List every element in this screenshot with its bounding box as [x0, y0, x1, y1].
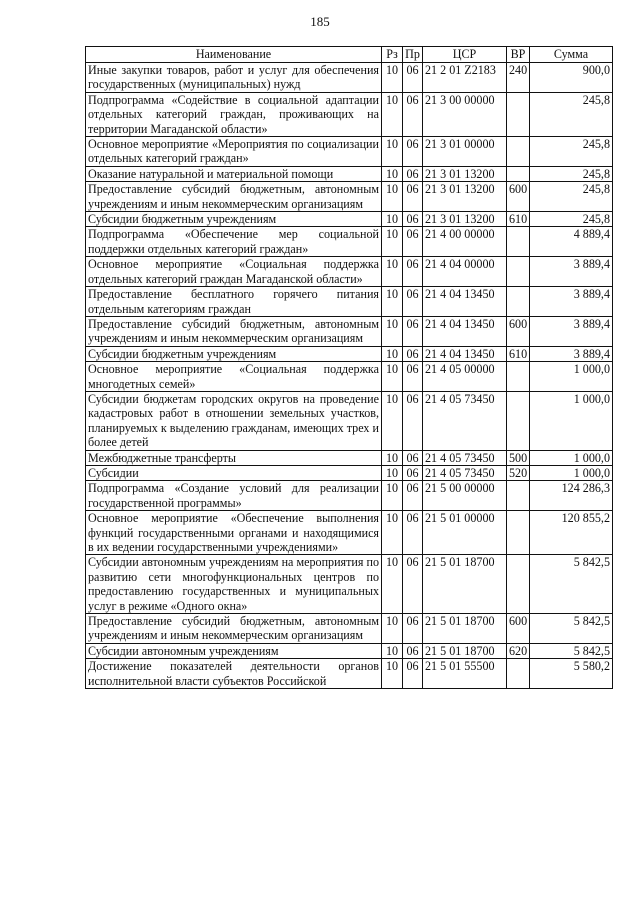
table-header-row: [86, 47, 613, 63]
cell-vr: 600: [507, 316, 530, 346]
cell-vr: [507, 481, 530, 511]
cell-vr: [507, 555, 530, 614]
cell-rz: 10: [382, 182, 403, 212]
cell-csr: 21 5 00 00000: [423, 481, 507, 511]
cell-vr: [507, 92, 530, 136]
cell-name: Подпрограмма «Содействие в социальной адаптации отдельных категорий граждан, проживающих на территории Магаданской области»: [86, 92, 382, 136]
cell-rz: 10: [382, 166, 403, 181]
cell-sum: 245,8: [530, 182, 613, 212]
table-row: [86, 614, 613, 644]
header-vr: ВР: [507, 47, 530, 63]
cell-sum: 5 842,5: [530, 614, 613, 644]
table-row: [86, 481, 613, 511]
table-row: [86, 137, 613, 167]
table-row: [86, 227, 613, 257]
cell-name: Субсидии: [86, 465, 382, 480]
cell-sum: 120 855,2: [530, 511, 613, 555]
cell-name: Субсидии автономным учреждениям: [86, 643, 382, 658]
budget-table: [85, 46, 613, 689]
cell-name: Предоставление бесплатного горячего питания отдельным категориям граждан: [86, 287, 382, 317]
cell-vr: 500: [507, 450, 530, 465]
cell-pr: 06: [403, 643, 423, 658]
table-row: [86, 346, 613, 361]
table-row: [86, 511, 613, 555]
cell-pr: 06: [403, 137, 423, 167]
cell-vr: 610: [507, 212, 530, 227]
table-row: [86, 362, 613, 392]
table-body: [86, 63, 613, 689]
cell-csr: 21 4 05 73450: [423, 450, 507, 465]
cell-sum: 1 000,0: [530, 391, 613, 450]
cell-pr: 06: [403, 614, 423, 644]
cell-vr: [507, 287, 530, 317]
cell-rz: 10: [382, 511, 403, 555]
cell-csr: 21 5 01 18700: [423, 614, 507, 644]
cell-name: Подпрограмма «Создание условий для реализации государственной программы»: [86, 481, 382, 511]
cell-name: Основное мероприятие «Социальная поддержка отдельных категорий граждан Магаданской области»: [86, 257, 382, 287]
cell-rz: 10: [382, 287, 403, 317]
cell-sum: 124 286,3: [530, 481, 613, 511]
cell-sum: 5 842,5: [530, 555, 613, 614]
cell-vr: [507, 362, 530, 392]
cell-rz: 10: [382, 212, 403, 227]
cell-csr: 21 3 01 13200: [423, 166, 507, 181]
cell-rz: 10: [382, 643, 403, 658]
cell-vr: 600: [507, 182, 530, 212]
cell-csr: 21 4 05 00000: [423, 362, 507, 392]
cell-vr: 520: [507, 465, 530, 480]
cell-csr: 21 5 01 55500: [423, 659, 507, 689]
cell-csr: 21 3 01 13200: [423, 182, 507, 212]
cell-name: Субсидии автономным учреждениям на мероприятия по развитию сети многофункциональных центров по предоставлению государственных и муниципальных услуг в режиме «Одного окна»: [86, 555, 382, 614]
table-row: [86, 555, 613, 614]
cell-sum: 3 889,4: [530, 287, 613, 317]
table-row: [86, 391, 613, 450]
cell-vr: 620: [507, 643, 530, 658]
cell-name: Субсидии бюджетным учреждениям: [86, 346, 382, 361]
cell-pr: 06: [403, 555, 423, 614]
cell-sum: 4 889,4: [530, 227, 613, 257]
cell-name: Основное мероприятие «Мероприятия по социализации отдельных категорий граждан»: [86, 137, 382, 167]
cell-sum: 3 889,4: [530, 257, 613, 287]
cell-csr: 21 4 05 73450: [423, 391, 507, 450]
cell-rz: 10: [382, 659, 403, 689]
cell-csr: 21 3 00 00000: [423, 92, 507, 136]
cell-vr: 240: [507, 63, 530, 93]
header-csr: ЦСР: [423, 47, 507, 63]
cell-sum: 245,8: [530, 92, 613, 136]
cell-sum: 1 000,0: [530, 362, 613, 392]
cell-csr: 21 4 00 00000: [423, 227, 507, 257]
cell-csr: 21 3 01 13200: [423, 212, 507, 227]
cell-pr: 06: [403, 182, 423, 212]
cell-pr: 06: [403, 63, 423, 93]
cell-pr: 06: [403, 227, 423, 257]
cell-pr: 06: [403, 316, 423, 346]
cell-sum: 1 000,0: [530, 465, 613, 480]
table-row: [86, 643, 613, 658]
cell-name: Основное мероприятие «Обеспечение выполнения функций государственными органами и находящимися в их ведении государственными учреждениями»: [86, 511, 382, 555]
cell-csr: 21 2 01 Z2183: [423, 63, 507, 93]
cell-vr: [507, 166, 530, 181]
cell-pr: 06: [403, 92, 423, 136]
cell-pr: 06: [403, 257, 423, 287]
cell-name: Предоставление субсидий бюджетным, автономным учреждениям и иным некоммерческим организациям: [86, 182, 382, 212]
cell-sum: 5 842,5: [530, 643, 613, 658]
cell-csr: 21 4 04 13450: [423, 316, 507, 346]
header-name: Наименование: [86, 47, 382, 63]
cell-vr: 610: [507, 346, 530, 361]
cell-csr: 21 4 05 73450: [423, 465, 507, 480]
cell-name: Оказание натуральной и материальной помощи: [86, 166, 382, 181]
cell-sum: 3 889,4: [530, 316, 613, 346]
cell-rz: 10: [382, 481, 403, 511]
table-row: [86, 450, 613, 465]
cell-vr: [507, 659, 530, 689]
cell-rz: 10: [382, 465, 403, 480]
table-row: [86, 316, 613, 346]
cell-vr: 600: [507, 614, 530, 644]
cell-rz: 10: [382, 391, 403, 450]
cell-name: Подпрограмма «Обеспечение мер социальной поддержки отдельных категорий граждан»: [86, 227, 382, 257]
cell-rz: 10: [382, 362, 403, 392]
cell-rz: 10: [382, 137, 403, 167]
cell-pr: 06: [403, 212, 423, 227]
table-row: [86, 182, 613, 212]
cell-name: Межбюджетные трансферты: [86, 450, 382, 465]
cell-rz: 10: [382, 63, 403, 93]
cell-vr: [507, 137, 530, 167]
cell-csr: 21 4 04 00000: [423, 257, 507, 287]
cell-vr: [507, 511, 530, 555]
table-row: [86, 465, 613, 480]
cell-pr: 06: [403, 391, 423, 450]
cell-pr: 06: [403, 166, 423, 181]
cell-pr: 06: [403, 511, 423, 555]
cell-pr: 06: [403, 346, 423, 361]
cell-sum: 245,8: [530, 137, 613, 167]
header-pr: Пр: [403, 47, 423, 63]
table-row: [86, 212, 613, 227]
table-row: [86, 659, 613, 689]
cell-name: Иные закупки товаров, работ и услуг для обеспечения государственных (муниципальных) нужд: [86, 63, 382, 93]
cell-csr: 21 5 01 00000: [423, 511, 507, 555]
cell-sum: 5 580,2: [530, 659, 613, 689]
cell-name: Основное мероприятие «Социальная поддержка многодетных семей»: [86, 362, 382, 392]
header-sum: Сумма: [530, 47, 613, 63]
cell-csr: 21 5 01 18700: [423, 643, 507, 658]
cell-name: Предоставление субсидий бюджетным, автономным учреждениям и иным некоммерческим организациям: [86, 614, 382, 644]
cell-vr: [507, 257, 530, 287]
cell-sum: 1 000,0: [530, 450, 613, 465]
table-row: [86, 166, 613, 181]
page-number: 185: [310, 14, 330, 29]
cell-rz: 10: [382, 257, 403, 287]
cell-pr: 06: [403, 465, 423, 480]
cell-rz: 10: [382, 346, 403, 361]
cell-rz: 10: [382, 555, 403, 614]
cell-csr: 21 4 04 13450: [423, 346, 507, 361]
cell-sum: 3 889,4: [530, 346, 613, 361]
cell-name: Предоставление субсидий бюджетным, автономным учреждениям и иным некоммерческим организациям: [86, 316, 382, 346]
cell-rz: 10: [382, 450, 403, 465]
table-row: [86, 63, 613, 93]
cell-csr: 21 4 04 13450: [423, 287, 507, 317]
cell-pr: 06: [403, 362, 423, 392]
cell-pr: 06: [403, 659, 423, 689]
cell-pr: 06: [403, 450, 423, 465]
cell-rz: 10: [382, 92, 403, 136]
cell-sum: 245,8: [530, 212, 613, 227]
cell-pr: 06: [403, 287, 423, 317]
cell-vr: [507, 391, 530, 450]
cell-pr: 06: [403, 481, 423, 511]
cell-name: Достижение показателей деятельности органов исполнительной власти субъектов Российской: [86, 659, 382, 689]
header-rz: Рз: [382, 47, 403, 63]
cell-csr: 21 3 01 00000: [423, 137, 507, 167]
cell-name: Субсидии бюджетным учреждениям: [86, 212, 382, 227]
cell-sum: 900,0: [530, 63, 613, 93]
cell-rz: 10: [382, 614, 403, 644]
cell-csr: 21 5 01 18700: [423, 555, 507, 614]
cell-vr: [507, 227, 530, 257]
cell-name: Субсидии бюджетам городских округов на проведение кадастровых работ в отношении земельных участков, планируемых к выделению гражданам, имеющих трех и более детей: [86, 391, 382, 450]
cell-rz: 10: [382, 227, 403, 257]
cell-rz: 10: [382, 316, 403, 346]
cell-sum: 245,8: [530, 166, 613, 181]
table-row: [86, 287, 613, 317]
table-row: [86, 92, 613, 136]
table-row: [86, 257, 613, 287]
